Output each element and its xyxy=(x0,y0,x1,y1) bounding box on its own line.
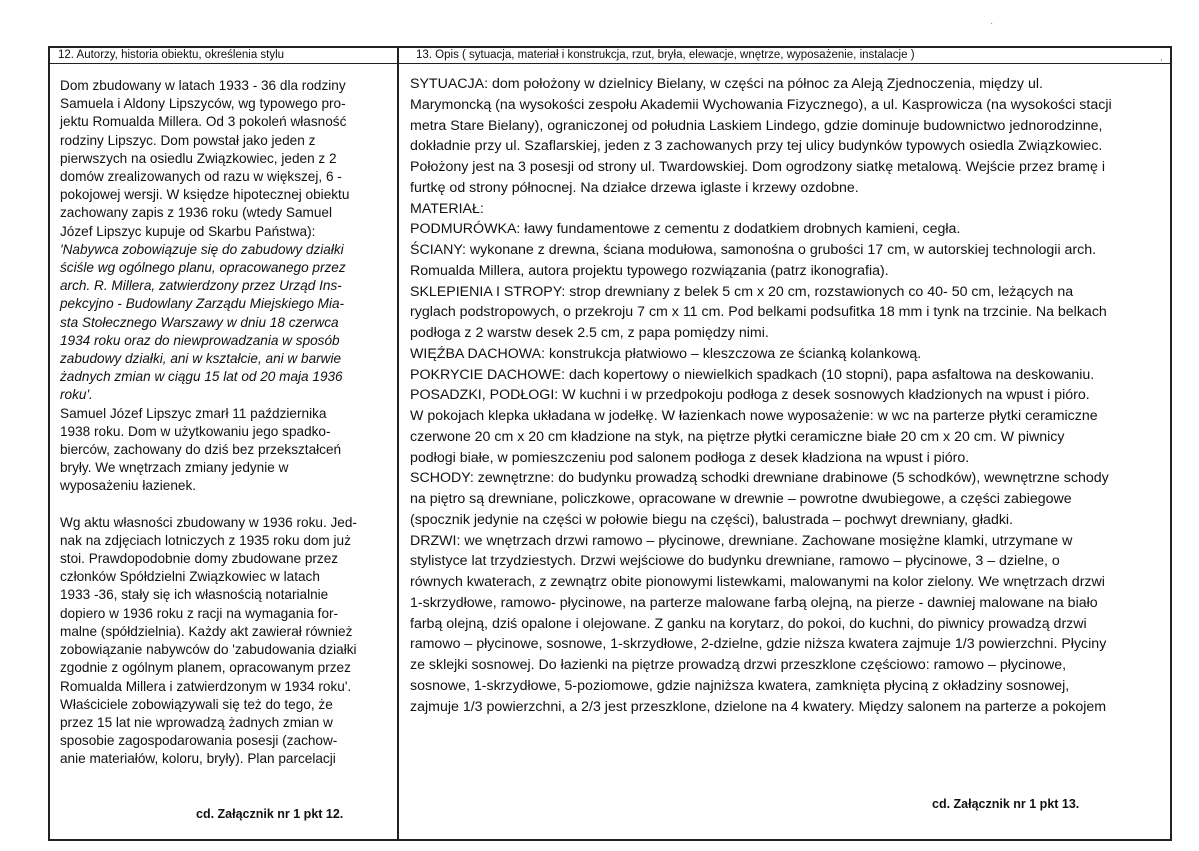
text-line: W pokojach klepka układana w jodełkę. W łazienkach nowe wyposażenie: w wc na parterze płytki ceramiczne xyxy=(410,408,1098,424)
text-line: równych kwaterach, z zewnątrz obite pionowymi listewkami, malowanymi na kolor zielony. We wnętrzach drzwi xyxy=(410,574,1105,590)
paragraph-quote xyxy=(60,241,388,405)
section-13-header: 13. Opis ( sytuacja, materiał i konstrukcja, rzut, bryła, elewacje, wnętrze, wyposażenie, instalacje ) xyxy=(416,49,915,61)
text-line: Dom zbudowany w latach 1933 - 36 dla rodziny xyxy=(60,78,346,93)
text-line: malne (spółdzielnia). Każdy akt zawierał również xyxy=(60,623,353,639)
text-line: pierwszych na osiedlu Związkowiec, jeden z 2 xyxy=(60,150,337,166)
text-line: SYTUACJA: dom położony w dzielnicy Bielany, w części na północ za Aleją Zjednoczenia, między ul. xyxy=(410,76,1043,92)
text-line: anie materiałów, koloru, bryły). Plan parcelacji xyxy=(60,751,336,767)
text-line: członków Spółdzielni Związkowiec w latach xyxy=(60,569,320,585)
text-line: (spocznik jedynie na części w połowie biegu na części), balustrada – pochwyt drewniany, gładki. xyxy=(410,511,1014,528)
scan-speck: , xyxy=(1160,52,1163,63)
text-line: żadnych zmian w ciągu 15 lat od 20 maja 1936 xyxy=(60,369,343,385)
text-line: Właściciele zobowiązywali się też do tego, że xyxy=(60,696,333,712)
text-line: SKLEPIENIA I STROPY: strop drewniany z belek 5 cm x 20 cm, rozstawionych co 40- 50 cm, leżących na xyxy=(410,283,1074,300)
text-line: ŚCIANY: wykonane z drewna, ściana modułowa, samonośna o grubości 17 cm, w autorskiej technologii arch. xyxy=(410,242,1097,258)
text-line: 1933 -36, stały się ich własnością notarialnie xyxy=(60,587,329,603)
text-line: 1-skrzydłowe, ramowo- płycinowe, na parterze malowane farbą olejną, na pierze - dawniej malowane na biało xyxy=(410,594,1098,611)
text-line: DRZWI: we wnętrzach drzwi ramowo – płycinowe, drewniane. Zachowane mosiężne klamki, utrzymane w xyxy=(410,532,1073,549)
text-line: POKRYCIE DACHOWE: dach kopertowy o niewielkich spadkach (10 stopni), papa asfaltowa na deskowaniu. xyxy=(410,366,1095,383)
text-line: zabudowy działki, ani w kształcie, ani w barwie xyxy=(60,351,342,367)
text-line: zachowany zapis z 1936 roku (wtedy Samuel xyxy=(60,205,333,221)
text-line: Marymoncką (na wysokości zespołu Akademii Wychowania Fizycznego), a ul. Kasprowicza (na wysokości stacji xyxy=(410,96,1112,113)
section-12-body xyxy=(60,77,388,769)
text-line: furtkę od strony północnej. Na działce drzewa iglaste i krzewy ozdobne. xyxy=(410,179,859,196)
text-line: Romualda Millera, autora projektu typowego rozwiązania (patrz ikonografia). xyxy=(410,262,889,279)
text-line: podłogi białe, w pomieszczeniu pod salonem podłoga z desek kładziona na wpust i pióro. xyxy=(410,449,970,466)
text-line: PODMURÓWKA: ławy fundamentowe z cementu z dodatkiem drobnych kamieni, cegła. xyxy=(410,221,961,238)
text-line: SCHODY: zewnętrzne: do budynku prowadzą schodki drewniane drabinowe (5 schodków), wewnętrzne schody xyxy=(410,470,1109,487)
text-line: Samuela i Aldony Lipszyców, wg typowego pro- xyxy=(60,96,346,112)
text-line: Samuel Józef Lipszyc zmarł 11 października xyxy=(60,405,327,421)
text-line: pekcyjno - Budowlany Zarządu Miejskiego Mia- xyxy=(60,296,345,312)
text-line: farbą olejną, dziś opalone i olejowane. Z ganku na korytarz, do pokoi, do kuchni, do piwnicy prowadzą drzwi xyxy=(410,615,1087,632)
text-line: nak na zdjęciach lotniczych z 1935 roku dom już xyxy=(60,532,351,548)
text-line: ryglach podstropowych, o przekroju 7 cm x 11 cm. Pod belkami podsufitka 18 mm i tynk na trzcinie. Na belkach xyxy=(410,304,1107,321)
text-line: zgodnie z ogólnym planem, opracowanym przez xyxy=(60,660,351,676)
text-line: POSADZKI, PODŁOGI: W kuchni i w przedpokoju podłoga z desek sosnowych kładzionych na wpust i pióro. xyxy=(410,387,1090,404)
text-line: bierców, zachowany do dziś bez przekształceń xyxy=(60,442,342,458)
text-line: ramowo – płycinowe, sosnowe, 1-skrzydłowe, 2-dzielne, gdzie niższa kwatera zajmuje 1/3 powierzchni. Płyciny xyxy=(410,636,1107,653)
text-line: zobowiązanie nabywców do 'zabudowania działki xyxy=(60,642,357,658)
text-line: ze sklejki sosnowej. Do łazienki na piętrze prowadzą drzwi przeszklone częściowo: ramowo – płycinowe, xyxy=(410,657,1067,673)
text-line: na piętro są drewniane, policzkowe, opracowane w drewnie – powrotne dwubiegowe, a części zabiegowe xyxy=(410,491,1072,507)
text-line: domów zrealizowanych od razu w większej, 6 - xyxy=(60,169,342,185)
text-line: Wg aktu własności zbudowany w 1936 roku. Jed- xyxy=(60,514,357,530)
scan-speck: · xyxy=(990,18,994,29)
text-line: sosnowe, 1-skrzydłowe, 5-poziomowe, gdzie najniższa kwatera, zamknięta płyciną z okładziny sosnowej, xyxy=(410,677,1070,694)
text-line: dokładnie przy ul. Szaflarskiej, jeden z 3 zachowanych przy tej ulicy budynków typowych osiedla Związkowiec. xyxy=(410,138,1103,155)
text-line: arch. R. Millera, zatwierdzony przez Urząd Ins- xyxy=(60,278,342,294)
text-line: metra Stare Bielany), ograniczonej od południa Laskiem Lindego, gdzie dominuje budownictwo jednorodzinne, xyxy=(410,117,1103,134)
text-line: MATERIAŁ: xyxy=(410,200,484,217)
section-12-continuation: cd. Załącznik nr 1 pkt 12. xyxy=(196,807,344,821)
text-line: Romualda Millera i zatwierdzonym w 1934 roku'. xyxy=(60,678,352,694)
text-line: 1938 roku. Dom w użytkowaniu jego spadko- xyxy=(60,423,331,439)
section-13-continuation: cd. Załącznik nr 1 pkt 13. xyxy=(932,797,1080,811)
text-line: czerwone 20 cm x 20 cm kładzione na styk, na piętrze płytki ceramiczne białe 20 cm x 20 cm. W piwnicy xyxy=(410,428,1065,445)
text-line: stoi. Prawdopodobnie domy zbudowane przez xyxy=(60,551,339,567)
text-line: ściśle wg ogólnego planu, opracowanego przez xyxy=(60,260,346,276)
text-line: Józef Lipszyc kupuje od Skarbu Państwa): xyxy=(60,223,316,239)
section-13-body xyxy=(410,74,1162,717)
text-line: stylistyce lat trzydziestych. Drzwi wejściowe do budynku drewniane, ramowo – płycinowe, 3 – dzielne, o xyxy=(410,553,1060,570)
text-line: wyposażeniu łazienek. xyxy=(60,478,197,494)
text-line: sposobie zagospodarowania posesji (zachow- xyxy=(60,733,338,749)
paragraph-ownership xyxy=(60,514,388,769)
paragraph-heirs xyxy=(60,405,388,496)
text-line: 'Nabywca zobowiązuje się do zabudowy działki xyxy=(60,241,344,257)
text-line: WIĘŹBA DACHOWA: konstrukcja płatwiowo – kleszczowa ze ścianką kolankową. xyxy=(410,345,922,362)
text-line: rodziny Lipszyc. Dom powstał jako jeden z xyxy=(60,132,316,148)
text-line: roku'. xyxy=(60,387,93,403)
text-line: sta Stołecznego Warszawy w dniu 18 czerwca xyxy=(60,314,339,330)
text-line: Położony jest na 3 posesji od strony ul. Twardowskiej. Dom ogrodzony siatkę metalową. Wejście przez bramę i xyxy=(410,159,1105,175)
text-line: podłoga z 2 warstw desek 2.5 cm, z papa pomiędzy nimi. xyxy=(410,325,769,341)
column-divider xyxy=(397,46,399,841)
header-divider xyxy=(48,63,1172,64)
paragraph-history xyxy=(60,77,388,241)
text-line: dopiero w 1936 roku z racji na wymagania for- xyxy=(60,605,339,621)
text-line: przez 15 lat nie wprowadzą żadnych zmian w xyxy=(60,714,333,730)
text-line: zajmuje 1/3 powierzchni, a 2/3 jest przeszklone, dzielone na 4 kwatery. Między salonem na parterze a pokojem xyxy=(410,698,1107,715)
text-line: bryły. We wnętrzach zmiany jedynie w xyxy=(60,460,289,476)
section-12-header: 12. Autorzy, historia obiektu, określenia stylu xyxy=(58,49,285,61)
text-line: jektu Romualda Millera. Od 3 pokoleń własność xyxy=(60,114,347,130)
text-line: 1934 roku oraz do niewprowadzania w sposób xyxy=(60,332,340,348)
text-line: pokojowej wersji. W księdze hipotecznej obiektu xyxy=(60,187,350,203)
